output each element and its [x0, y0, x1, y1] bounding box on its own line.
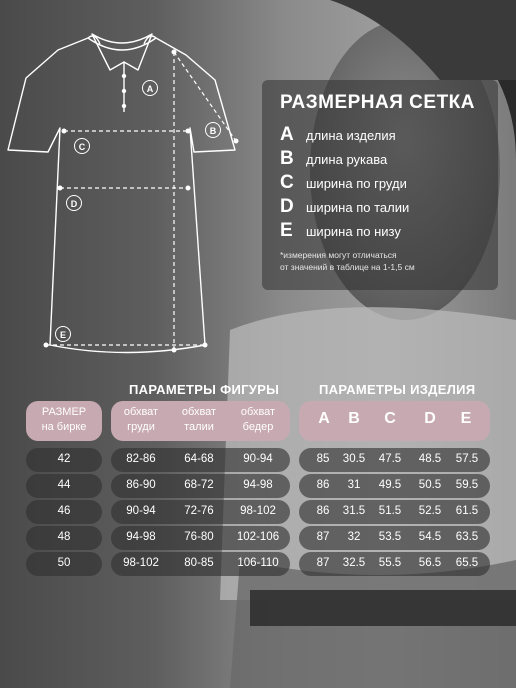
legend-letter: D — [280, 196, 294, 217]
dress-outline — [8, 38, 235, 353]
legend-letter: A — [280, 124, 294, 145]
figure-cell: 98-102 — [123, 557, 159, 569]
header-line: бедер — [242, 421, 274, 433]
size-header-line-1: РАЗМЕР — [41, 406, 87, 418]
size-header-line-2: на бирке — [41, 421, 87, 433]
legend-item — [280, 220, 401, 242]
size-cell: 50 — [57, 557, 71, 569]
garment-cell: 31 — [347, 479, 361, 491]
measurement-note — [280, 249, 415, 273]
size-cell: 48 — [57, 531, 71, 543]
garment-cell: 57.5 — [455, 453, 479, 465]
figure-cell: 106-110 — [237, 557, 279, 569]
diagram-label-e: E — [55, 326, 71, 342]
legend-text: ширина по низу — [306, 223, 401, 239]
garment-cell: 53.5 — [378, 531, 402, 543]
garment-cell: 56.5 — [418, 557, 442, 569]
legend-letter: E — [280, 220, 293, 241]
garment-cell: 54.5 — [418, 531, 442, 543]
garment-cell: 48.5 — [418, 453, 442, 465]
garment-header-b: B — [348, 410, 360, 427]
figure-cell: 72-76 — [184, 505, 214, 517]
diagram-label-b: B — [205, 122, 221, 138]
garment-cell: 49.5 — [378, 479, 402, 491]
legend-text: длина изделия — [306, 127, 396, 143]
garment-cell: 55.5 — [378, 557, 402, 569]
diagram-label-d: D — [66, 195, 82, 211]
dress-diagram — [0, 0, 250, 370]
garment-cell: 32.5 — [342, 557, 366, 569]
size-cell: 42 — [57, 453, 71, 465]
note-line-1: *измерения могут отличаться — [280, 250, 397, 260]
figure-header-chest — [113, 405, 169, 435]
garment-cell: 31.5 — [342, 505, 366, 517]
figure-cell: 102-106 — [236, 531, 280, 543]
garment-cell: 50.5 — [418, 479, 442, 491]
garment-header-a: A — [318, 410, 330, 427]
size-chart-title: РАЗМЕРНАЯ СЕТКА — [280, 92, 475, 113]
legend-item — [280, 172, 407, 194]
figure-cell: 98-102 — [240, 505, 276, 517]
garment-header-e: E — [460, 410, 472, 427]
garment-cell: 47.5 — [378, 453, 402, 465]
size-header — [26, 405, 102, 435]
garment-cell: 63.5 — [455, 531, 479, 543]
header-line: груди — [127, 421, 155, 433]
garment-params-title: ПАРАМЕТРЫ ИЗДЕЛИЯ — [319, 382, 476, 397]
legend-item — [280, 196, 409, 218]
garment-cell: 86 — [316, 505, 330, 517]
header-line: талии — [184, 421, 214, 433]
garment-cell: 32 — [347, 531, 361, 543]
garment-cell: 85 — [316, 453, 330, 465]
garment-cell: 30.5 — [342, 453, 366, 465]
header-line: обхват — [181, 406, 217, 418]
garment-cell: 51.5 — [378, 505, 402, 517]
figure-cell: 90-94 — [243, 453, 273, 465]
garment-cell: 59.5 — [455, 479, 479, 491]
collar — [92, 34, 152, 70]
header-line: обхват — [240, 406, 276, 418]
legend-item — [280, 124, 396, 146]
figure-cell: 76-80 — [184, 531, 214, 543]
garment-header-c: C — [384, 410, 396, 427]
diagram-label-a: A — [142, 80, 158, 96]
header-line: обхват — [123, 406, 159, 418]
garment-cell: 87 — [316, 557, 330, 569]
figure-cell: 64-68 — [184, 453, 214, 465]
garment-cell: 61.5 — [455, 505, 479, 517]
figure-cell: 94-98 — [126, 531, 156, 543]
garment-cell: 65.5 — [455, 557, 479, 569]
figure-header-waist — [171, 405, 227, 435]
figure-cell: 82-86 — [126, 453, 156, 465]
legend-letter: B — [280, 148, 294, 169]
garment-cell: 87 — [316, 531, 330, 543]
diagram-label-c: C — [74, 138, 90, 154]
legend-text: ширина по талии — [306, 199, 410, 215]
legend-item — [280, 148, 387, 170]
legend-text: ширина по груди — [306, 175, 407, 191]
figure-cell: 80-85 — [184, 557, 214, 569]
figure-cell: 86-90 — [126, 479, 156, 491]
size-cell: 46 — [57, 505, 71, 517]
note-line-2: от значений в таблице на 1-1,5 см — [280, 262, 415, 272]
figure-cell: 68-72 — [184, 479, 214, 491]
figure-cell: 90-94 — [126, 505, 156, 517]
legend-letter: C — [280, 172, 294, 193]
figure-cell: 94-98 — [243, 479, 273, 491]
legend-text: длина рукава — [306, 151, 388, 167]
size-cell: 44 — [57, 479, 71, 491]
garment-cell: 52.5 — [418, 505, 442, 517]
garment-header-d: D — [424, 410, 436, 427]
garment-cell: 86 — [316, 479, 330, 491]
figure-header-hips — [228, 405, 288, 435]
figure-params-title: ПАРАМЕТРЫ ФИГУРЫ — [129, 382, 280, 397]
